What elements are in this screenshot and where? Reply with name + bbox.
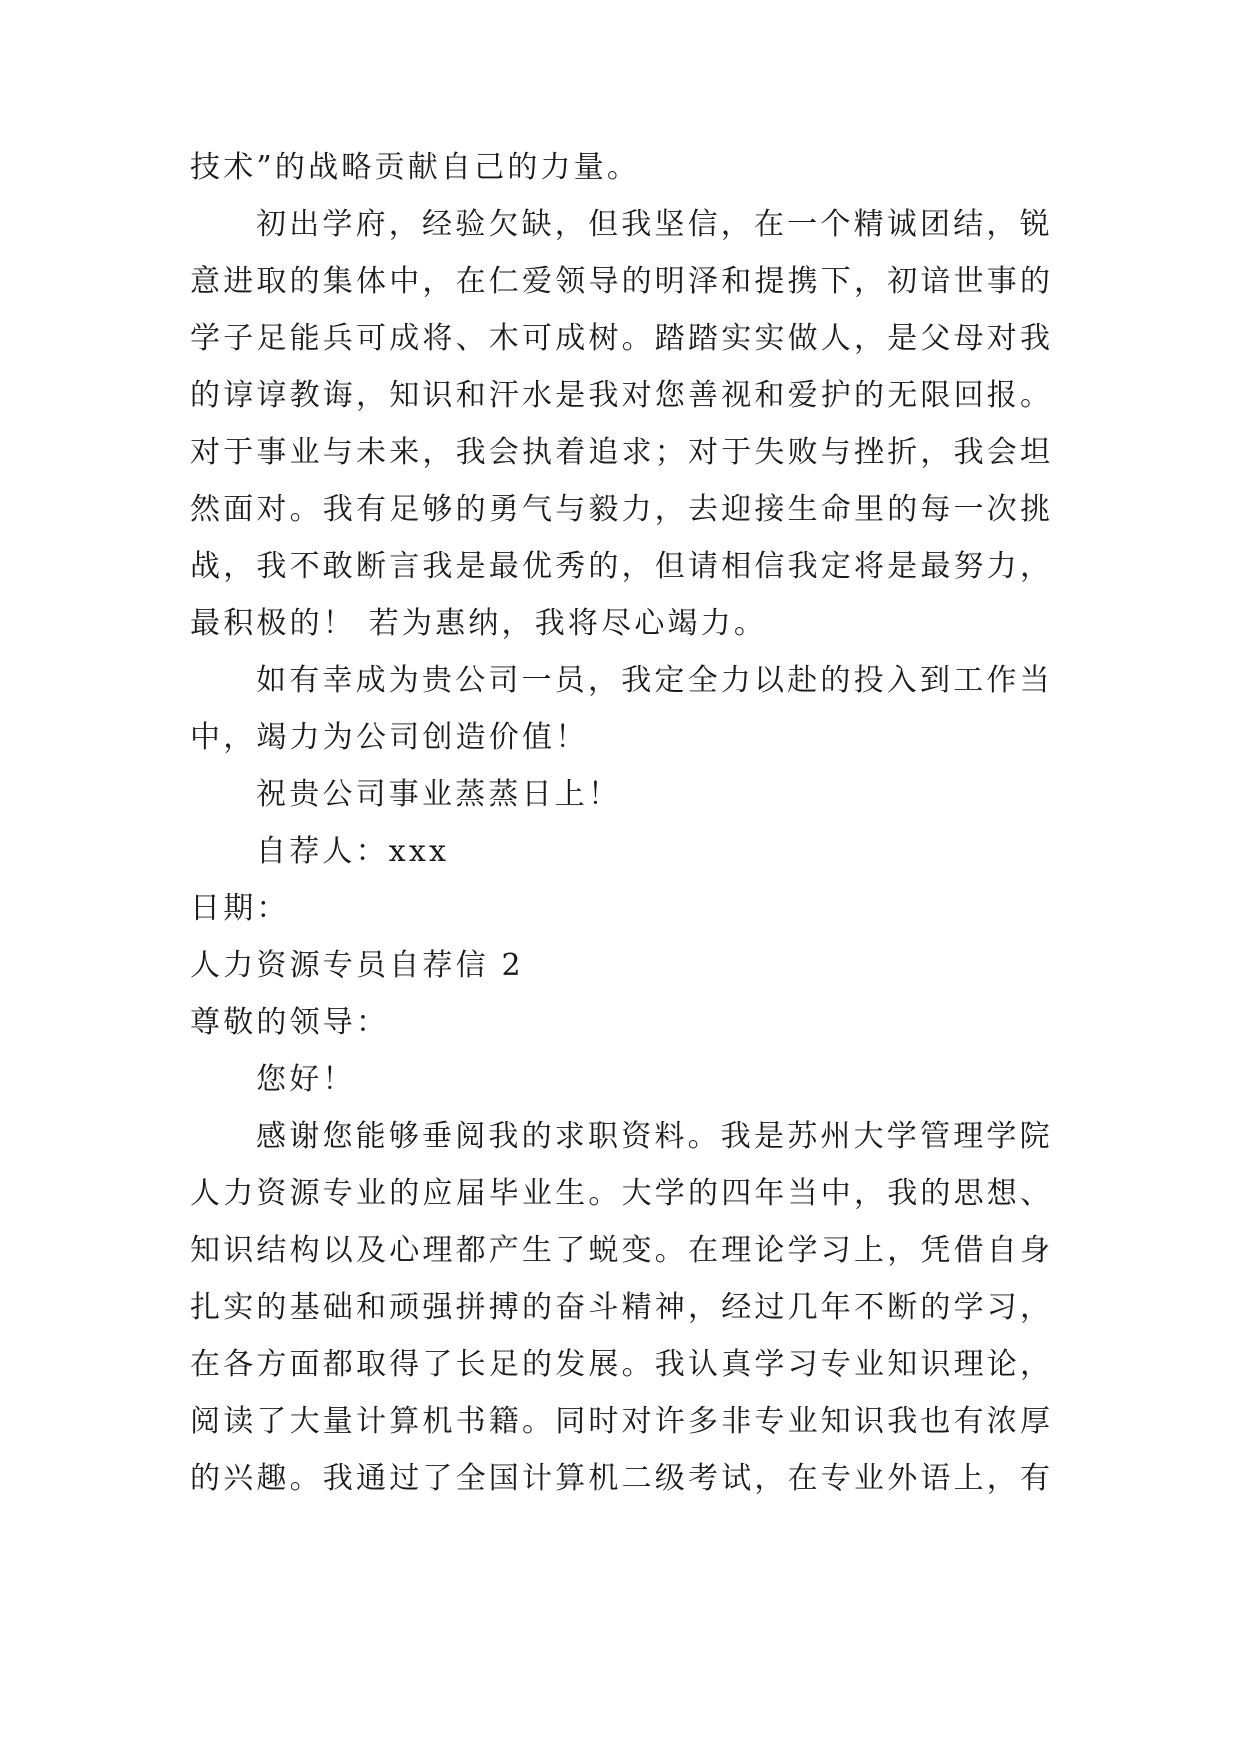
text-line: 阅读了大量计算机书籍。同时对许多非专业知识我也有浓厚 xyxy=(190,1404,1054,1439)
text-line: 如有幸成为贵公司一员，我定全力以赴的投入到工作当 xyxy=(256,663,1053,698)
text-line: 对于事业与未来，我会执着追求；对于失败与挫折，我会坦 xyxy=(190,435,1054,470)
text-line: 人力资源专业的应届毕业生。大学的四年当中，我的思想、 xyxy=(190,1176,1054,1211)
text-line: 初出学府，经验欠缺，但我坚信，在一个精诚团结，锐 xyxy=(256,207,1053,242)
text-line: 战，我不敢断言我是最优秀的，但请相信我定将是最努力， xyxy=(190,549,1054,584)
text-line: 的谆谆教诲，知识和汗水是我对您善视和爱护的无限回报。 xyxy=(190,378,1054,413)
text-line: 祝贵公司事业蒸蒸日上！ xyxy=(256,777,622,812)
text-line: 然面对。我有足够的勇气与毅力，去迎接生命里的每一次挑 xyxy=(190,492,1054,527)
text-line: 知识结构以及心理都产生了蜕变。在理论学习上，凭借自身 xyxy=(190,1233,1054,1268)
text-line: 扎实的基础和顽强拼搏的奋斗精神，经过几年不断的学习， xyxy=(190,1290,1054,1325)
text-line: 在各方面都取得了长足的发展。我认真学习专业知识理论， xyxy=(190,1347,1054,1382)
date-line: 日期： xyxy=(190,891,290,926)
text-line: 技术”的战略贡献自己的力量。 xyxy=(190,150,641,185)
section-title: 人力资源专员自荐信 2 xyxy=(190,948,524,983)
text-line: 最积极的！ 若为惠纳，我将尽心竭力。 xyxy=(190,606,768,641)
text-line: 中，竭力为公司创造价值！ xyxy=(190,720,589,755)
signature-line: 自荐人：xxx xyxy=(256,834,450,869)
text-line: 意进取的集体中，在仁爱领导的明泽和提携下，初谙世事的 xyxy=(190,264,1054,299)
text-line: 感谢您能够垂阅我的求职资料。我是苏州大学管理学院 xyxy=(256,1119,1053,1154)
greeting: 您好！ xyxy=(256,1062,356,1097)
text-line: 学子足能兵可成将、木可成树。踏踏实实做人，是父母对我 xyxy=(190,321,1054,356)
salutation: 尊敬的领导： xyxy=(190,1005,390,1040)
text-line: 的兴趣。我通过了全国计算机二级考试，在专业外语上，有 xyxy=(190,1461,1054,1496)
